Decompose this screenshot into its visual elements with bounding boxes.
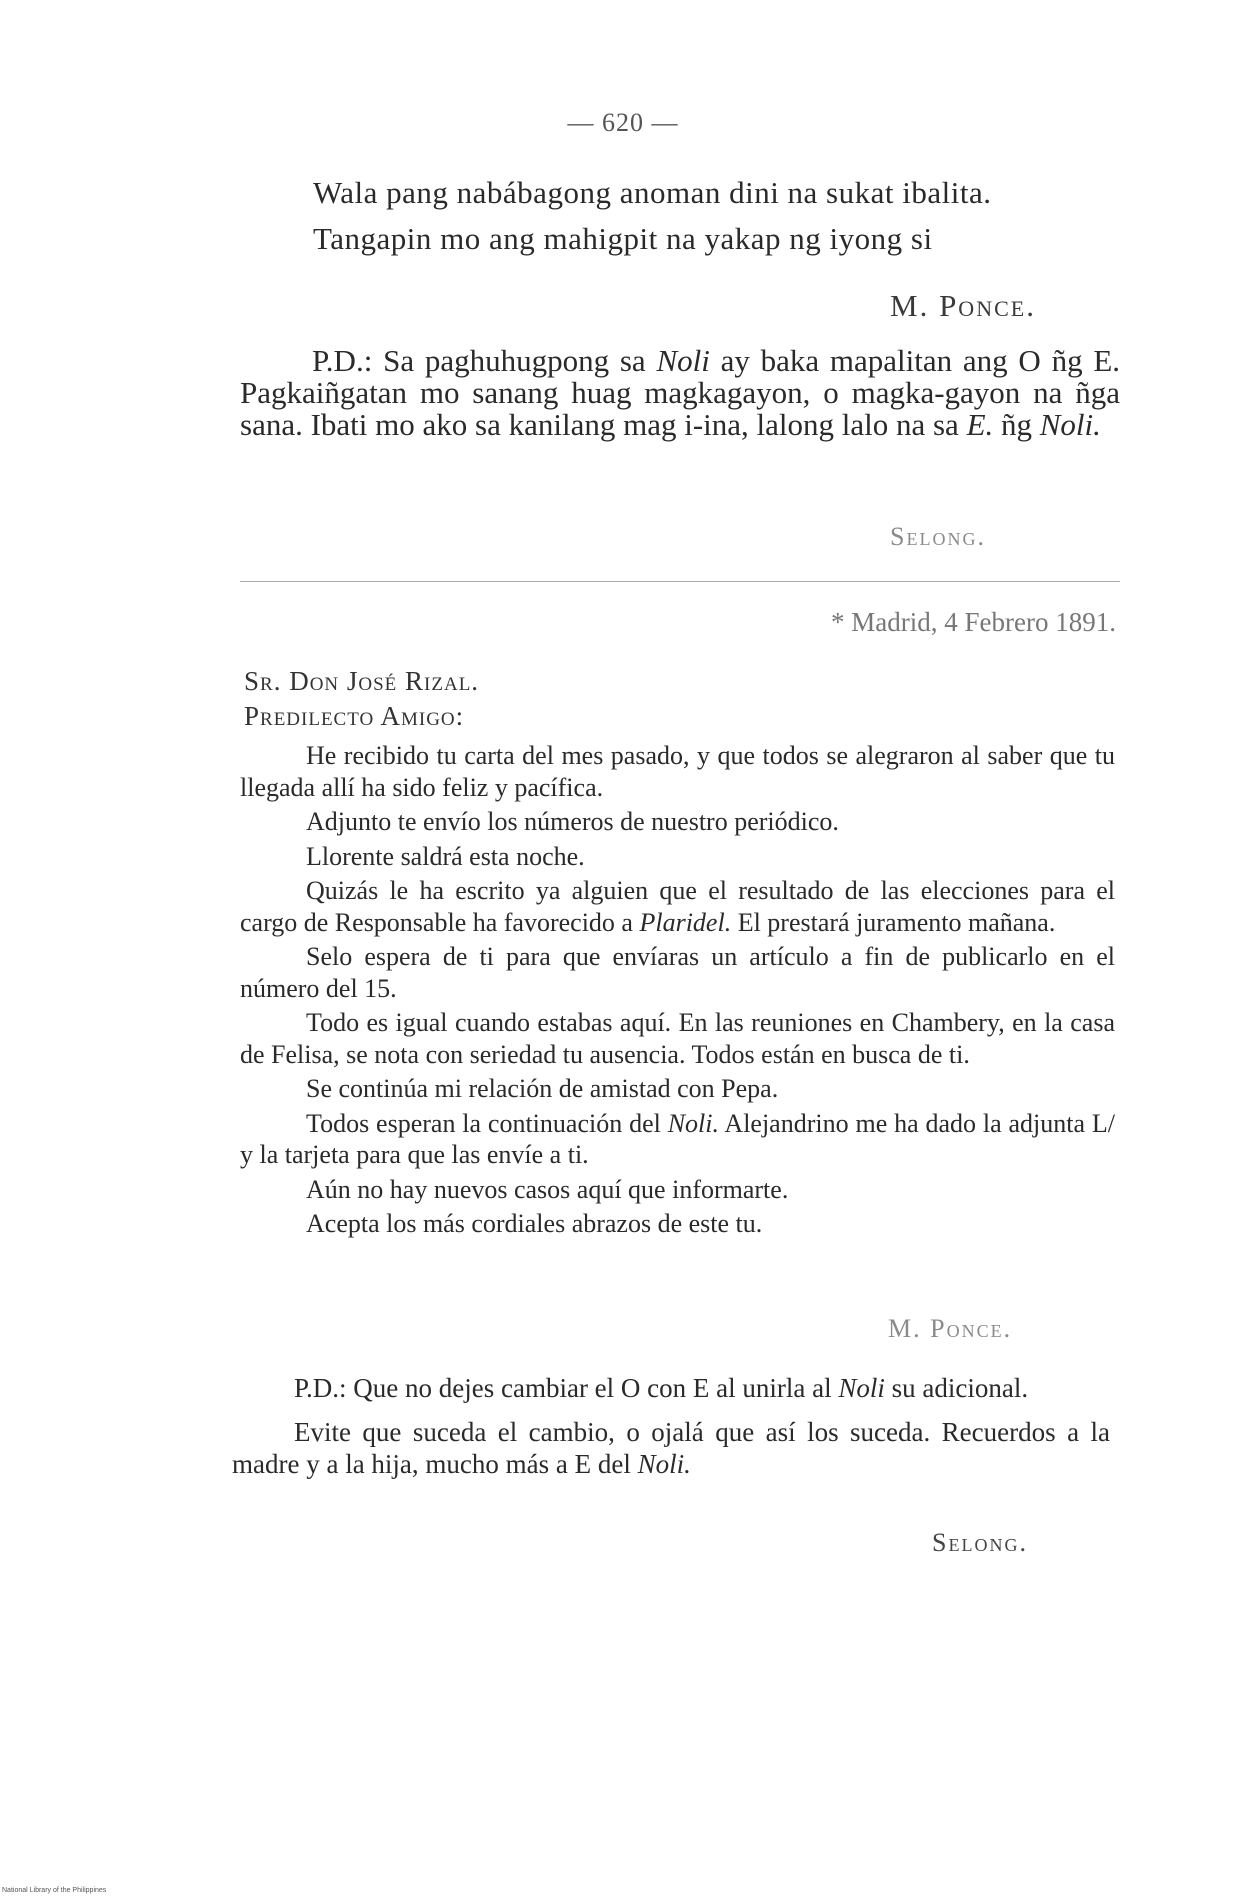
letter2-paragraph-2: Adjunto te envío los números de nuestro periódico. (306, 807, 839, 836)
letter2-paragraph-pepa: Se continúa mi relación de amistad con Pepa. (306, 1074, 779, 1103)
ps1-label: P.D.: (294, 1373, 347, 1403)
noli-text-2: Alejandrino me ha dado la adjunta L/ y la tarjeta para que las envíe a ti. (240, 1108, 1115, 1169)
plaridel-name: Plaridel. (639, 907, 732, 937)
letter2-paragraph-acepta: Acepta los más cordiales abrazos de este tu. (306, 1209, 763, 1238)
ps-noli: Noli (656, 343, 710, 378)
ps-e: E. (966, 407, 994, 442)
ps-text-2: ay baka mapalitan ang O ñg E. Pagkaiñgatan mo sanang huag magkagayon, o magka-gayon na ñga sana. Ibati mo ako sa kanilang mag i-ina, lalong lalo na sa (240, 343, 1121, 442)
section-divider (240, 581, 1120, 582)
letter2-paragraph-3: Llorente saldrá esta noche. (306, 841, 585, 871)
letter1-line-2: Tangapin mo ang mahigpit na yakap ng iyong si (313, 221, 933, 256)
ps1-text-1: Que no dejes cambiar el O con E al unirla al (353, 1373, 832, 1403)
letter2-salutation-1: Sr. Don José Rizal. (244, 666, 480, 696)
letter1-body (313, 170, 1093, 262)
ps1-text-2: su adicional. (891, 1373, 1029, 1403)
letter2-paragraph-noli (240, 1108, 1115, 1171)
letter1-ps-paragraph (240, 345, 1120, 441)
letter2-dateline: * Madrid, 4 Febrero 1891. (831, 607, 1116, 637)
letter1-postscript (240, 345, 1120, 441)
letter2-postscript (232, 1372, 1110, 1480)
ps2-text-1: Evite que suceda el cambio, o ojalá que así los suceda. Recuerdos a la madre y a la hija, mucho más a E del (232, 1417, 1110, 1479)
letter2-signature: M. Ponce. (888, 1314, 1013, 1343)
footer-credit: National Library of the Philippines (2, 1887, 107, 1894)
letter1-ps-signature: Selong. (890, 522, 986, 551)
noli-name: Noli. (667, 1108, 719, 1138)
letter2-paragraph-1: He recibido tu carta del mes pasado, y que todos se alegraron al saber que tu llegada allí ha sido feliz y pacífica. (240, 741, 1115, 802)
ps-text-1: Sa paghuhugpong sa (383, 343, 646, 378)
letter2-salutation-2: Predilecto Amigo: (244, 701, 465, 731)
ps-noli-2: Noli. (1039, 407, 1101, 442)
noli-text-1: Todos esperan la continuación del (306, 1108, 661, 1138)
letter1-signature: M. Ponce. (890, 288, 1036, 323)
ps-label: P.D.: (312, 343, 373, 378)
ps2-noli: Noli. (637, 1449, 691, 1479)
letter2-ps-1 (232, 1372, 1110, 1404)
letter2-paragraph-selo: Selo espera de ti para que envíaras un artículo a fin de publicarlo en el número del 15. (240, 942, 1115, 1003)
ps-ng: ñg (1001, 407, 1032, 442)
letter2-paragraph-nuevos: Aún no hay nuevos casos aquí que informarte. (306, 1174, 789, 1204)
letter2-paragraph-todo: Todo es igual cuando estabas aquí. En las reuniones en Chambery, en la casa de Felisa, se nota con seriedad tu ausencia. Todos están en busca de ti. (240, 1008, 1115, 1069)
plaridel-text-1: Quizás le ha escrito ya alguien que el resultado de las elecciones para el cargo de Responsable ha favorecido a (240, 876, 1115, 937)
letter2-body (240, 740, 1115, 1240)
letter1-line-1: Wala pang nabábagong anoman dini na sukat ibalita. (313, 175, 992, 210)
plaridel-text-2: El prestará juramento mañana. (737, 907, 1056, 937)
page-number: — 620 — (567, 108, 679, 137)
letter2-ps-signature: Selong. (932, 1528, 1028, 1557)
letter2-paragraph-plaridel (240, 875, 1115, 938)
letter2-ps-2 (232, 1416, 1110, 1480)
ps1-noli: Noli (838, 1373, 885, 1403)
